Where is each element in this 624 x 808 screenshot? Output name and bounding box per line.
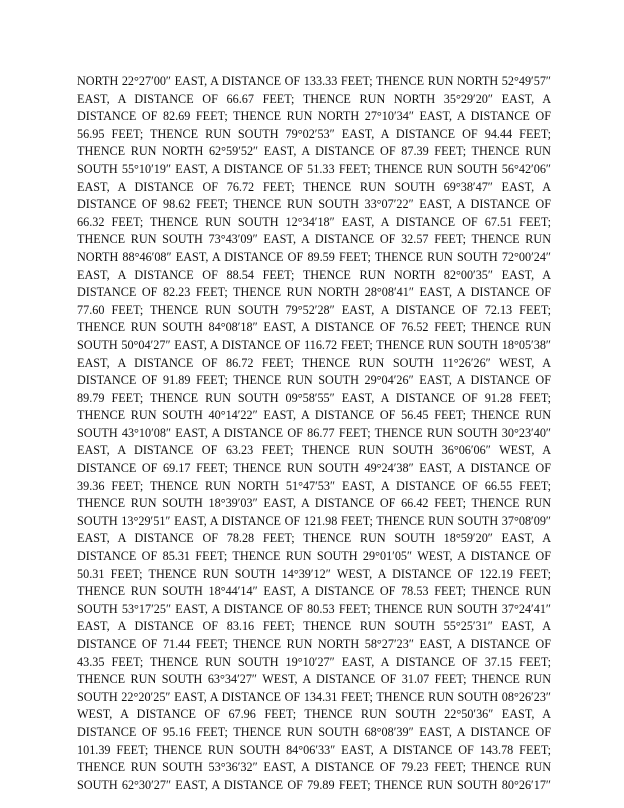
text-line: 39.36 FEET; THENCE RUN NORTH 51°47′53″ EAST, A DISTANCE OF 66.55 FEET;: [77, 478, 551, 493]
text-line: NORTH 22°27′00″ EAST, A DISTANCE OF 133.33 FEET; THENCE RUN NORTH 52°49′57″: [77, 74, 551, 88]
text-line: SOUTH 13°29′51″ EAST, A DISTANCE OF 121.98 FEET; THENCE RUN SOUTH 37°08′09″: [77, 513, 551, 528]
text-line: SOUTH 43°10′08″ EAST, A DISTANCE OF 86.77 FEET; THENCE RUN SOUTH 30°23′40″: [77, 425, 551, 440]
text-line: THENCE RUN SOUTH 84°08′18″ EAST, A DISTANCE OF 76.52 FEET; THENCE RUN: [77, 320, 551, 335]
text-line: SOUTH 22°20′25″ EAST, A DISTANCE OF 134.31 FEET; THENCE RUN SOUTH 08°26′23″: [77, 689, 551, 704]
text-line: SOUTH 50°04′27″ EAST, A DISTANCE OF 116.72 FEET; THENCE RUN SOUTH 18°05′38″: [77, 337, 551, 352]
text-line: SOUTH 53°17′25″ EAST, A DISTANCE OF 80.53 FEET; THENCE RUN SOUTH 37°24′41″: [77, 601, 551, 616]
text-line: DISTANCE OF 82.69 FEET; THENCE RUN NORTH 27°10′34″ EAST, A DISTANCE OF: [77, 109, 551, 124]
text-line: DISTANCE OF 85.31 FEET; THENCE RUN SOUTH 29°01′05″ WEST, A DISTANCE OF: [77, 549, 551, 564]
text-line: DISTANCE OF 82.23 FEET; THENCE RUN NORTH 28°08′41″ EAST, A DISTANCE OF: [77, 285, 551, 300]
text-line: DISTANCE OF 91.89 FEET; THENCE RUN SOUTH 29°04′26″ EAST, A DISTANCE OF: [77, 373, 551, 388]
text-line: THENCE RUN NORTH 62°59′52″ EAST, A DISTANCE OF 87.39 FEET; THENCE RUN: [77, 144, 551, 159]
legal-description-text: [77, 73, 551, 794]
text-line: 50.31 FEET; THENCE RUN SOUTH 14°39′12″ WEST, A DISTANCE OF 122.19 FEET;: [77, 566, 551, 581]
text-line: EAST, A DISTANCE OF 63.23 FEET; THENCE RUN SOUTH 36°06′06″ WEST, A: [77, 443, 551, 458]
text-line: SOUTH 55°10′19″ EAST, A DISTANCE OF 51.33 FEET; THENCE RUN SOUTH 56°42′06″: [77, 161, 551, 176]
text-line: NORTH 88°46′08″ EAST, A DISTANCE OF 89.59 FEET; THENCE RUN SOUTH 72°00′24″: [77, 249, 551, 264]
text-line: 66.32 FEET; THENCE RUN SOUTH 12°34′18″ EAST, A DISTANCE OF 67.51 FEET;: [77, 214, 551, 229]
text-line: 89.79 FEET; THENCE RUN SOUTH 09°58′55″ EAST, A DISTANCE OF 91.28 FEET;: [77, 390, 551, 405]
text-line: EAST, A DISTANCE OF 88.54 FEET; THENCE RUN NORTH 82°00′35″ EAST, A: [77, 267, 551, 282]
text-line: EAST, A DISTANCE OF 78.28 FEET; THENCE RUN SOUTH 18°59′20″ EAST, A: [77, 531, 551, 546]
text-line: 43.35 FEET; THENCE RUN SOUTH 19°10′27″ EAST, A DISTANCE OF 37.15 FEET;: [77, 654, 551, 669]
text-line: EAST, A DISTANCE OF 66.67 FEET; THENCE RUN NORTH 35°29′20″ EAST, A: [77, 91, 551, 106]
text-line: 56.95 FEET; THENCE RUN SOUTH 79°02′53″ EAST, A DISTANCE OF 94.44 FEET;: [77, 126, 551, 141]
text-line: EAST, A DISTANCE OF 76.72 FEET; THENCE RUN SOUTH 69°38′47″ EAST, A: [77, 179, 551, 194]
text-line: THENCE RUN SOUTH 53°36′32″ EAST, A DISTANCE OF 79.23 FEET; THENCE RUN: [77, 760, 551, 775]
text-line: WEST, A DISTANCE OF 67.96 FEET; THENCE RUN SOUTH 22°50′36″ EAST, A: [77, 707, 551, 722]
text-line: THENCE RUN SOUTH 63°34′27″ WEST, A DISTANCE OF 31.07 FEET; THENCE RUN: [77, 672, 551, 687]
text-line: DISTANCE OF 95.16 FEET; THENCE RUN SOUTH 68°08′39″ EAST, A DISTANCE OF: [77, 724, 551, 739]
text-line: THENCE RUN SOUTH 40°14′22″ EAST, A DISTANCE OF 56.45 FEET; THENCE RUN: [77, 408, 551, 423]
text-line: THENCE RUN SOUTH 18°39′03″ EAST, A DISTANCE OF 66.42 FEET; THENCE RUN: [77, 496, 551, 511]
text-line: EAST, A DISTANCE OF 83.16 FEET; THENCE RUN SOUTH 55°25′31″ EAST, A: [77, 619, 551, 634]
text-line: DISTANCE OF 98.62 FEET; THENCE RUN SOUTH 33°07′22″ EAST, A DISTANCE OF: [77, 197, 551, 212]
text-line: SOUTH 62°30′27″ EAST, A DISTANCE OF 79.89 FEET; THENCE RUN SOUTH 80°26′17″: [77, 777, 551, 792]
text-line: EAST, A DISTANCE OF 86.72 FEET; THENCE RUN SOUTH 11°26′26″ WEST, A: [77, 355, 551, 370]
text-line: THENCE RUN SOUTH 18°44′14″ EAST, A DISTANCE OF 78.53 FEET; THENCE RUN: [77, 584, 551, 599]
text-line: DISTANCE OF 71.44 FEET; THENCE RUN NORTH 58°27′23″ EAST, A DISTANCE OF: [77, 637, 551, 651]
text-line: 101.39 FEET; THENCE RUN SOUTH 84°06′33″ EAST, A DISTANCE OF 143.78 FEET;: [77, 742, 551, 757]
text-line: DISTANCE OF 69.17 FEET; THENCE RUN SOUTH 49°24′38″ EAST, A DISTANCE OF: [77, 461, 551, 476]
text-line: 77.60 FEET; THENCE RUN SOUTH 79°52′28″ EAST, A DISTANCE OF 72.13 FEET;: [77, 302, 551, 317]
text-line: THENCE RUN SOUTH 73°43′09″ EAST, A DISTANCE OF 32.57 FEET; THENCE RUN: [77, 232, 551, 247]
